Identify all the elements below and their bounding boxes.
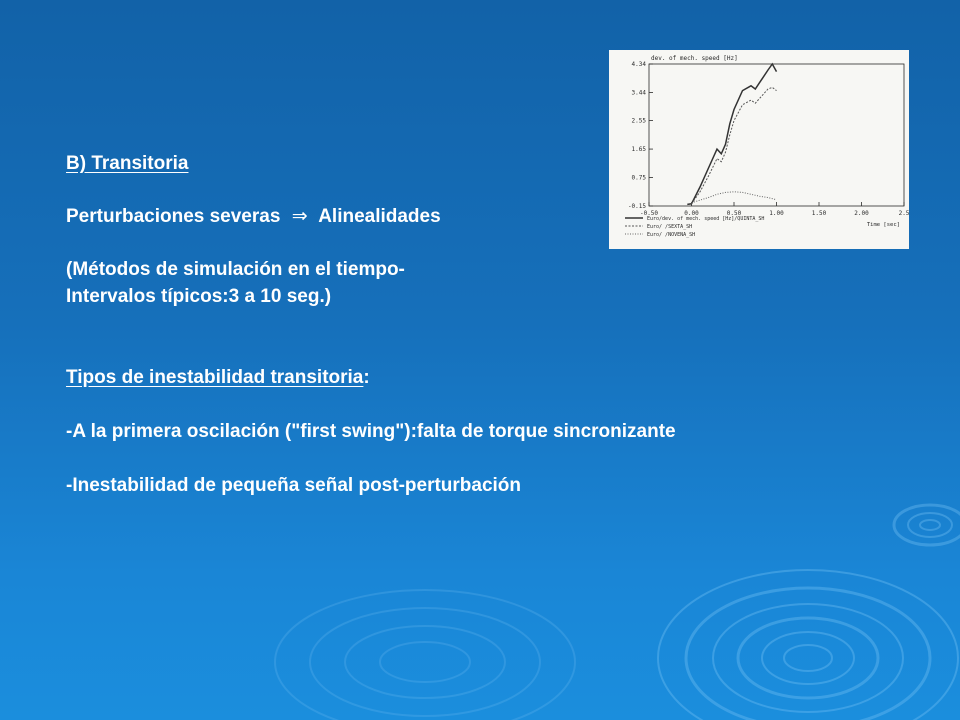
y-tick-label: 1.65 xyxy=(631,146,646,154)
series-line-sexta_sh xyxy=(692,87,777,203)
x-tick-label: 1.00 xyxy=(769,210,784,217)
series-line-novena_sh xyxy=(692,192,777,203)
x-axis-label: Time [sec] xyxy=(866,222,900,228)
x-tick-label: 0.00 xyxy=(684,210,699,217)
x-tick-label: 1.50 xyxy=(811,210,827,217)
y-tick-label: 2.55 xyxy=(631,117,646,125)
x-tick-label: 2.00 xyxy=(854,210,869,217)
y-tick-label: -0.15 xyxy=(627,203,646,210)
y-tick-label: 3.44 xyxy=(631,89,646,97)
y-tick-label: 4.34 xyxy=(631,61,646,68)
tipos-colon: : xyxy=(363,367,370,388)
x-tick-label: 2.5 xyxy=(898,210,909,217)
legend-entry: Euro/ /NOVENA_SH xyxy=(647,232,696,238)
legend-entry: Euro/ /SEXTA_SH xyxy=(647,224,693,230)
series-line-quinta_sh xyxy=(687,64,776,204)
speed-deviation-plot xyxy=(609,50,909,249)
tipos-title: Tipos de inestabilidad transitoria xyxy=(66,367,364,388)
x-tick-label: -0.50 xyxy=(639,210,659,217)
implies-arrow-icon: ⇒ xyxy=(291,206,308,227)
x-tick-label: 0.50 xyxy=(726,210,742,217)
bullet-small-signal: -Inestabilidad de pequeña señal post-perturbación xyxy=(66,475,522,496)
plot-frame xyxy=(649,64,904,206)
y-tick-label: 0.75 xyxy=(631,174,646,182)
speed-deviation-chart xyxy=(609,50,909,249)
tipos-heading xyxy=(66,364,866,391)
metodos-line-2: Intervalos típicos:3 a 10 seg.) xyxy=(66,286,332,307)
alinealidades-text: Alinealidades xyxy=(318,206,441,227)
section-heading: B) Transitoria xyxy=(66,153,189,174)
bullet-first-swing: -A la primera oscilación ("first swing"):falta de torque sincronizante xyxy=(66,421,676,442)
legend-entry: Euro/dev. of mech. speed [Hz]/QUINTA_SH xyxy=(647,216,765,222)
metodos-line-1: (Métodos de simulación en el tiempo- xyxy=(66,259,405,280)
perturbaciones-text: Perturbaciones severas xyxy=(66,206,281,227)
chart-title: dev. of mech. speed [Hz] xyxy=(651,55,738,62)
